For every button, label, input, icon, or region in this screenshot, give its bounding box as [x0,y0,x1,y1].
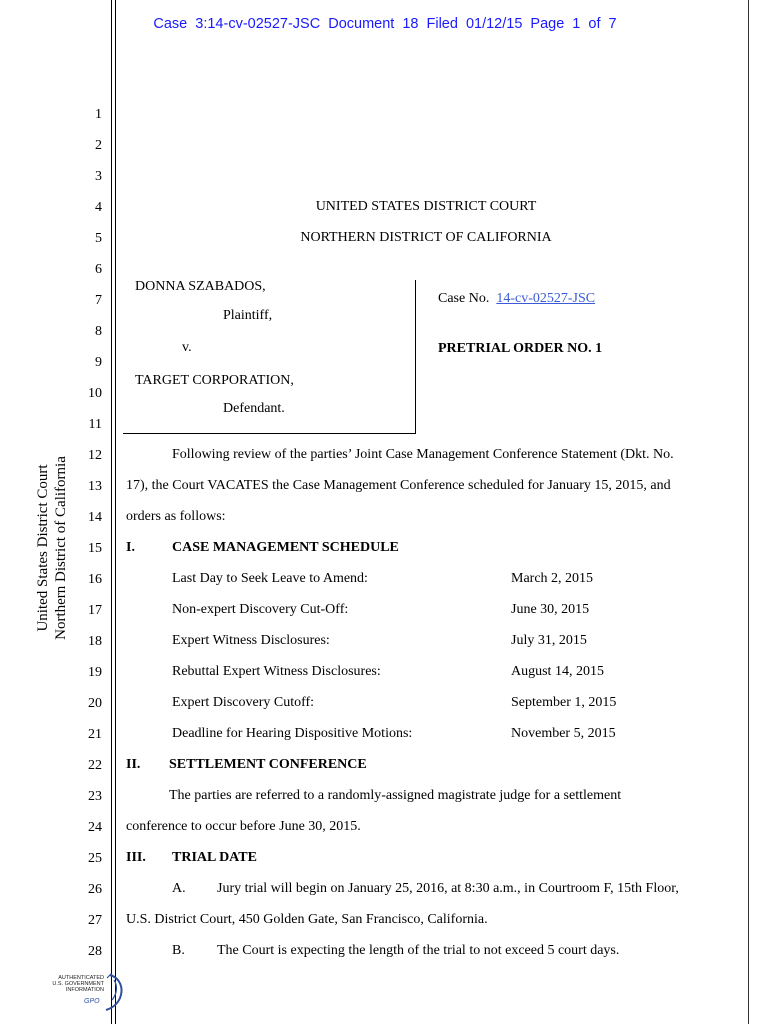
schedule-date: November 5, 2015 [511,726,616,741]
schedule-label: Deadline for Hearing Dispositive Motions: [172,726,413,741]
schedule-date: September 1, 2015 [511,695,617,710]
settlement-line-2: conference to occur before June 30, 2015. [126,819,361,834]
schedule-label: Expert Witness Disclosures: [172,633,330,648]
line-number: 1 [95,107,102,122]
line-number: 13 [88,479,102,494]
gpo-text-line: AUTHENTICATED [58,975,104,981]
line-number: 15 [88,541,102,556]
section-1-number: I. [126,540,135,555]
line-number: 11 [88,417,102,432]
gpo-mark: GPO [84,998,100,1005]
case-number-label: Case No. [438,291,490,306]
right-margin-rule [748,0,749,1024]
court-district: NORTHERN DISTRICT OF CALIFORNIA [300,230,552,245]
line-number: 17 [88,603,102,618]
line-number: 19 [88,665,102,680]
left-margin-rule-outer [111,0,112,1024]
eagle-icon [44,972,134,1017]
plaintiff-name: DONNA SZABADOS, [135,279,266,294]
settlement-line-1: The parties are referred to a randomly-assigned magistrate judge for a settlement [169,788,622,803]
line-number: 8 [95,324,102,339]
line-number: 9 [95,355,102,370]
schedule-label: Expert Discovery Cutoff: [172,695,315,710]
intro-line-3: orders as follows: [126,509,226,524]
order-title: PRETRIAL ORDER NO. 1 [438,341,603,356]
gpo-text-line: U.S. GOVERNMENT [52,981,104,988]
line-number: 18 [88,634,102,649]
section-2-number: II. [126,757,141,772]
schedule-label: Rebuttal Expert Witness Disclosures: [172,664,381,679]
versus-label: v. [182,340,192,355]
schedule-date: July 31, 2015 [511,633,587,648]
left-margin-rule-inner [115,0,116,1024]
line-number: 21 [88,727,102,742]
gpo-authentication-seal [44,972,134,1017]
line-number: 16 [88,572,102,587]
line-number: 22 [88,758,102,773]
case-header: Case 3:14-cv-02527-JSC Document 18 Filed 01/12/15 Page 1 of 7 [153,16,617,32]
intro-line-2: 17), the Court VACATES the Case Management Conference scheduled for January 15, 2015, and [126,478,671,493]
line-number: 12 [88,448,102,463]
trial-b-line-1: The Court is expecting the length of the trial to not exceed 5 court days. [217,943,620,958]
trial-a-line-1: Jury trial will begin on January 25, 2016, at 8:30 a.m., in Courtroom F, 15th Floor, [217,881,679,896]
defendant-role: Defendant. [223,401,285,416]
plaintiff-role: Plaintiff, [223,308,273,323]
sidebar-court-name: United States District Court [35,464,51,632]
line-number: 26 [88,882,102,897]
caption-divider-horizontal [123,433,416,434]
schedule-label: Last Day to Seek Leave to Amend: [172,571,368,586]
trial-a-line-2: U.S. District Court, 450 Golden Gate, San Francisco, California. [126,912,488,927]
trial-b-label: B. [172,943,185,958]
case-number [438,291,595,307]
schedule-date: August 14, 2015 [511,664,604,679]
schedule-date: March 2, 2015 [511,571,594,586]
line-number: 6 [95,262,102,277]
line-number: 2 [95,138,102,153]
section-3-number: III. [126,850,146,865]
case-number-link[interactable]: 14-cv-02527-JSC [496,291,596,306]
gpo-text-line: INFORMATION [65,987,104,994]
caption-divider-vertical [415,280,416,434]
schedule-date: June 30, 2015 [511,602,590,617]
sidebar-district-name: Northern District of California [53,456,69,640]
section-2-title: SETTLEMENT CONFERENCE [169,757,367,772]
line-number: 5 [95,231,102,246]
line-number: 28 [88,944,102,959]
line-number: 14 [88,510,102,525]
court-name: UNITED STATES DISTRICT COURT [315,199,537,214]
line-number: 3 [95,169,102,184]
line-number: 23 [88,789,102,804]
section-1-title: CASE MANAGEMENT SCHEDULE [172,540,399,555]
line-number: 24 [88,820,102,835]
line-number: 7 [95,293,102,308]
section-3-title: TRIAL DATE [172,850,257,865]
defendant-name: TARGET CORPORATION, [135,373,294,388]
line-number: 27 [88,913,102,928]
line-number: 10 [88,386,102,401]
schedule-label: Non-expert Discovery Cut-Off: [172,602,349,617]
line-number: 4 [95,200,102,215]
intro-line-1: Following review of the parties’ Joint Case Management Conference Statement (Dkt. No. [172,447,674,462]
trial-a-label: A. [172,881,186,896]
line-number: 20 [88,696,102,711]
line-number: 25 [88,851,102,866]
